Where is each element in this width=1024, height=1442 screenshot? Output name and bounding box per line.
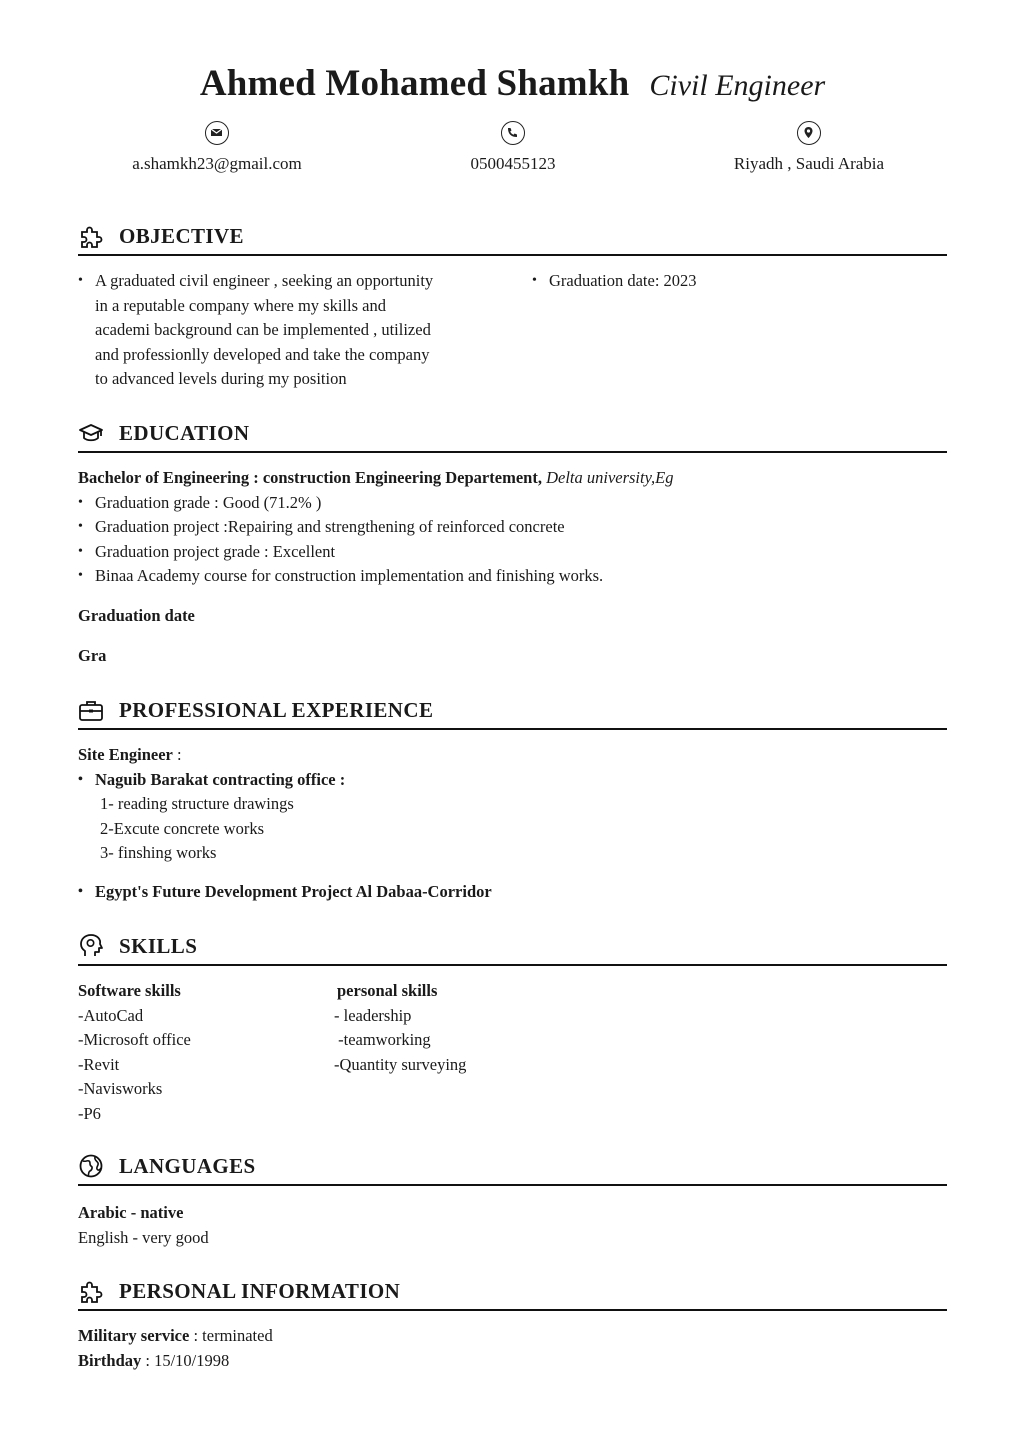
objective-line: in a reputable company where my skills and bbox=[95, 295, 386, 315]
graduation-date-label: Graduation date bbox=[78, 606, 195, 625]
section-education bbox=[78, 418, 947, 665]
language-english: English - very good bbox=[78, 1227, 209, 1247]
company-2: • Egypt's Future Development Project Al Dabaa-Corridor bbox=[78, 880, 947, 905]
experience-body bbox=[78, 743, 947, 905]
globe-icon bbox=[78, 1153, 104, 1179]
personal-skills-title: personal skills bbox=[337, 981, 438, 1000]
puzzle-icon bbox=[78, 223, 104, 249]
skills-title: SKILLS bbox=[119, 933, 198, 958]
contact-phone[interactable] bbox=[363, 121, 663, 174]
job-role-line bbox=[78, 743, 947, 768]
section-experience bbox=[78, 695, 947, 901]
software-skill: -Revit bbox=[78, 1054, 120, 1074]
birthday-value: : 15/10/1998 bbox=[141, 1350, 230, 1370]
task-item: 2-Excute concrete works bbox=[100, 818, 265, 838]
phone-text: 0500455123 bbox=[470, 154, 556, 173]
languages-body bbox=[78, 1201, 478, 1250]
birthday-label: Birthday bbox=[78, 1350, 142, 1370]
military-label: Military service bbox=[78, 1326, 190, 1345]
education-bullet: • Graduation project grade : Excellent bbox=[78, 540, 947, 565]
software-skill: -Microsoft office bbox=[78, 1030, 191, 1050]
personal-skill: - leadership bbox=[334, 1005, 412, 1025]
university-text: Delta university,Eg bbox=[546, 468, 674, 487]
section-objective bbox=[78, 221, 947, 389]
candidate-name: Ahmed Mohamed Shamkh bbox=[199, 63, 630, 104]
company-1: • Naguib Barakat contracting office : bbox=[78, 768, 947, 793]
personal-skills bbox=[334, 979, 634, 1077]
job-role-suffix: : bbox=[172, 745, 182, 764]
gra-text: Gra bbox=[78, 646, 107, 665]
education-bullet: • Graduation project :Repairing and strengthening of reinforced concrete bbox=[78, 515, 947, 540]
section-personal-info bbox=[78, 1276, 947, 1370]
briefcase-icon bbox=[78, 697, 104, 723]
education-body bbox=[78, 466, 947, 589]
location-text: Riyadh , Saudi Arabia bbox=[733, 154, 885, 173]
candidate-role: Civil Engineer bbox=[649, 69, 826, 102]
contact-email[interactable] bbox=[67, 121, 367, 174]
birthday-line bbox=[78, 1349, 578, 1374]
objective-bullet bbox=[78, 269, 498, 392]
languages-heading bbox=[78, 1151, 947, 1186]
objective-line: and professionlly developed and take the company bbox=[95, 344, 430, 364]
skills-heading bbox=[78, 931, 947, 966]
section-languages bbox=[78, 1151, 947, 1247]
software-skill: -AutoCad bbox=[78, 1005, 144, 1025]
software-skill: -P6 bbox=[78, 1103, 101, 1123]
head-brain-icon bbox=[78, 933, 104, 959]
personal-info-title: PERSONAL INFORMATION bbox=[119, 1278, 401, 1303]
objective-title: OBJECTIVE bbox=[119, 223, 244, 248]
personal-skill: -Quantity surveying bbox=[334, 1054, 467, 1074]
languages-title: LANGUAGES bbox=[119, 1153, 256, 1178]
education-title: EDUCATION bbox=[119, 420, 250, 445]
job-role: Site Engineer bbox=[78, 745, 173, 764]
degree-text: Bachelor of Engineering : construction Engineering Departement, bbox=[78, 468, 542, 487]
software-skills-title: Software skills bbox=[78, 981, 181, 1000]
task-item: 3- finshing works bbox=[100, 843, 217, 863]
task-item: 1- reading structure drawings bbox=[100, 794, 294, 814]
section-skills bbox=[78, 931, 947, 1123]
language-arabic: Arabic - native bbox=[78, 1203, 184, 1222]
contact-row bbox=[78, 121, 947, 181]
military-value: : terminated bbox=[189, 1326, 273, 1345]
experience-heading bbox=[78, 695, 947, 730]
software-skills bbox=[78, 979, 318, 1127]
education-bullet: • Binaa Academy course for construction implementation and finishing works. bbox=[78, 564, 947, 589]
education-bullet: • Graduation grade : Good (71.2% ) bbox=[78, 491, 947, 516]
objective-line: academi background can be implemented , utilized bbox=[95, 320, 431, 340]
email-text: a.shamkh23@gmail.com bbox=[132, 154, 302, 173]
objective-side bbox=[532, 269, 832, 294]
email-icon bbox=[205, 121, 229, 145]
objective-text bbox=[78, 269, 498, 392]
personal-skill: -teamworking bbox=[334, 1030, 431, 1050]
degree-line bbox=[78, 466, 947, 491]
objective-line: • A graduated civil engineer , seeking an opportunity bbox=[95, 271, 434, 290]
objective-heading bbox=[78, 221, 947, 256]
puzzle-icon bbox=[78, 1278, 104, 1304]
military-service-line bbox=[78, 1324, 578, 1349]
education-heading bbox=[78, 418, 947, 453]
objective-line: to advanced levels during my position bbox=[95, 369, 347, 389]
graduation-cap-icon bbox=[78, 420, 104, 446]
phone-icon bbox=[501, 121, 525, 145]
location-pin-icon bbox=[797, 121, 821, 145]
contact-location bbox=[659, 121, 959, 174]
software-skill: -Navisworks bbox=[78, 1079, 163, 1099]
personal-info-body bbox=[78, 1324, 578, 1373]
graduation-date-note: • Graduation date: 2023 bbox=[532, 269, 832, 294]
header bbox=[78, 62, 947, 105]
personal-info-heading bbox=[78, 1276, 947, 1311]
experience-title: PROFESSIONAL EXPERIENCE bbox=[119, 697, 434, 722]
